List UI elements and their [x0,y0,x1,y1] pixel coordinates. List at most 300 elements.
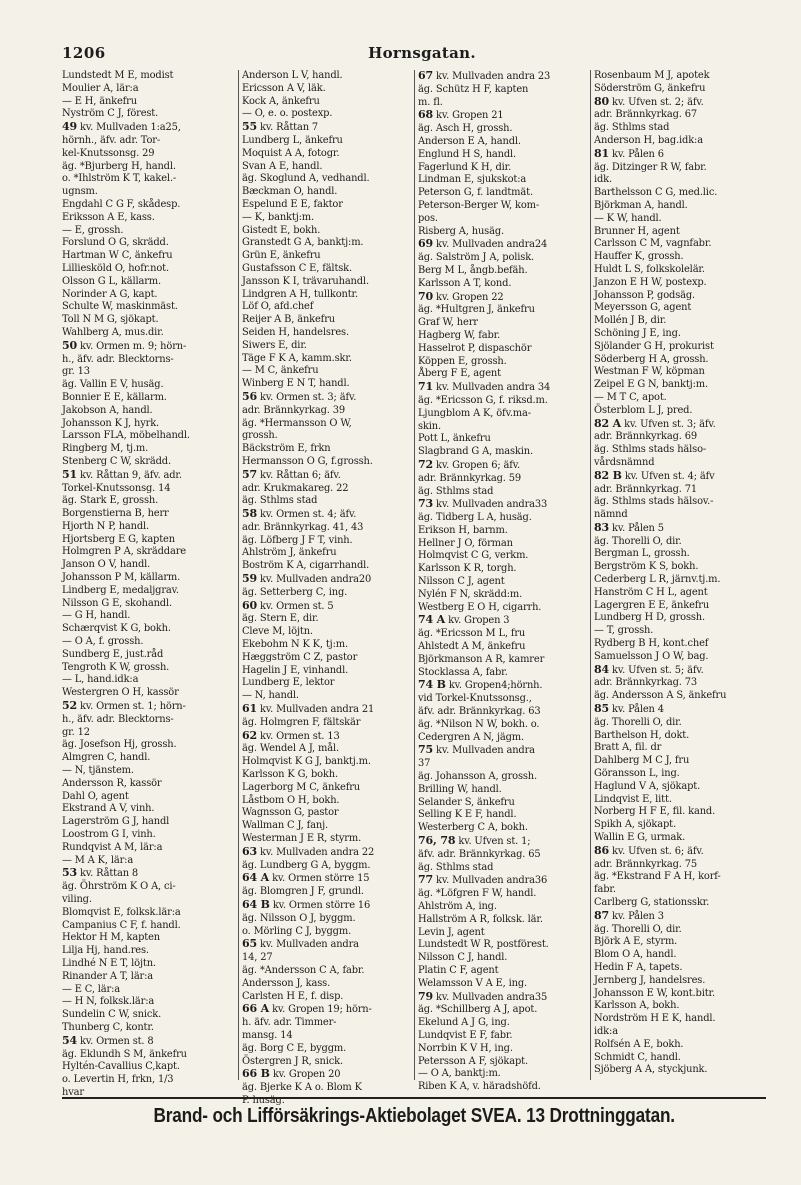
directory-entry: Toll N M G, sjökapt. [62,314,159,326]
directory-entry: Karlsson A T, kond. [418,277,512,289]
directory-entry: Söderström G, änkefru [594,82,706,94]
directory-entry: 69 kv. Mullvaden andra24 [418,237,548,251]
directory-entry: Reijer A B, änkefru [242,314,335,326]
directory-entry: 73 kv. Mullvaden andra33 [418,497,548,511]
directory-entry: adr. Brännkyrkag. 73 [594,677,698,689]
directory-entry: o. Levertin H, frkn, 1/3 [62,1074,174,1086]
directory-entry: — T, grossh. [594,625,654,637]
block-number: 64 B [242,898,270,911]
directory-entry: 67 kv. Mullvaden andra 23 [418,69,551,82]
directory-entry: viling. [62,894,92,905]
directory-entry: — E C, lär:a [62,983,121,995]
directory-entry: 76, 78 kv. Ufven st. 1; [418,834,531,848]
directory-entry: adr. Brännkyrkag. 39 [242,404,346,416]
directory-entry: Gustafsson C E, fältsk. [242,262,352,274]
directory-entry: kel-Knutssonsg. 29 [62,147,155,159]
block-number: 67 [418,69,434,82]
directory-entry: Bonnier E E, källarm. [62,391,167,403]
directory-entry: Westman F W, köpman [594,366,705,378]
directory-entry: Täge F K A, kamm.skr. [242,352,352,364]
directory-entry: fabr. [594,884,616,896]
directory-entry: Huldt L S, folkskolelär. [594,263,705,275]
directory-entry: Siwers E, dir. [242,339,307,351]
block-number: 82 B [594,468,622,482]
directory-entry: — K, banktj:m. [242,211,314,223]
directory-entry: äg. *Ericsson M L, fru [418,628,526,640]
directory-entry: Moulier A, lär:a [62,82,139,94]
directory-entry: — G H, handl. [62,610,131,622]
directory-entry: Karlsson K G, bokh. [242,769,338,781]
directory-entry: 71 kv. Mullvaden andra 34 [418,380,551,394]
directory-entry: — M T C, apot. [594,391,667,403]
directory-entry: äg. Lundberg G A, byggm. [242,859,371,871]
directory-entry: Hasselrot P, dispaschör [418,342,532,354]
directory-entry: Cleve M, löjtn. [242,626,313,638]
block-number: 80 [594,94,610,108]
directory-entry: Bæckman O, handl. [242,186,338,198]
directory-entry: Graf W, herr [418,317,478,329]
block-number: 68 [418,108,434,122]
directory-entry: Norinder A G, kapt. [62,288,158,300]
directory-entry: m. fl. [418,96,443,108]
directory-entry: Bratt A, fil. dr [594,742,662,754]
directory-entry: äg. Setterberg C, ing. [242,586,348,598]
directory-entry: Selander S, änkefru [418,796,515,808]
directory-entry: adr. Brännkyrkag. 75 [594,858,698,870]
block-number: 74 A [418,613,446,627]
directory-entry: äg. Vallin E V, husäg. [62,379,164,391]
block-number: 62 [242,728,258,742]
directory-entry: Janson O V, handl. [62,559,151,571]
directory-entry: Hanström C H L, agent [594,586,708,598]
directory-entry: — O, e. o. postexp. [242,108,333,120]
directory-entry: Karlsson A, bokh. [594,1000,680,1012]
directory-entry: Låstbom O H, bokh. [242,794,340,806]
directory-entry: Ekelund A J G, ing. [418,1017,510,1029]
directory-entry: Sjöberg A A, styckjunk. [594,1064,708,1076]
directory-entry: Jansson K I, trävaruhandl. [242,275,369,287]
directory-entry: äg. Sthlms stad [242,495,318,507]
directory-entry: Slagbrand G A, maskin. [418,446,533,458]
directory-entry: Lundstedt M E, modist [62,70,174,81]
directory-entry: adr. Brännkyrkag. 67 [594,109,698,121]
directory-entry: Hjorth N P, handl. [62,520,150,532]
block-number: 72 [418,457,434,471]
block-number: 50 [62,338,78,352]
block-number: 51 [62,467,78,481]
directory-entry: Bäckström E, frkn [242,443,331,455]
directory-entry: vid Torkel-Knutssonsg., [418,693,532,705]
directory-entry: 55 kv. Råttan 7 [242,120,319,134]
directory-entry: Ekebohm N K K, tj:m. [242,639,348,651]
block-number: 56 [242,389,258,403]
directory-entry: 52 kv. Ormen st. 1; hörn- [62,699,186,713]
directory-entry: 61 kv. Mullvaden andra 21 [242,702,375,716]
directory-entry: — O A, f. grossh. [62,636,144,648]
directory-entry: äg. *Löfgren F W, handl. [418,888,537,900]
directory-entry: 57 kv. Råttan 6; äfv. [242,467,341,481]
directory-entry: Göransson L, ing. [594,768,680,780]
block-number: 71 [418,380,434,394]
directory-entry: Ekstrand A V, vinh. [62,803,155,815]
directory-entry: äg. *Schillberg A J, apot. [418,1004,538,1016]
directory-entry: Cedergren A N, jägm. [418,731,525,743]
directory-entry: äg. *Hultgren J, änkefru [418,304,535,316]
directory-entry: äg. Stern E, dir. [242,613,319,625]
directory-entry: 50 kv. Ormen m. 9; hörn- [62,338,187,352]
directory-entry: Hellner J O, förman [418,537,513,549]
directory-entry: 79 kv. Mullvaden andra35 [418,989,548,1003]
directory-entry: 75 kv. Mullvaden andra [418,743,535,757]
directory-entry: Lagergren E E, änkefru [594,599,710,611]
directory-entry: h., äfv. adr. Blecktorns- [62,713,174,725]
advertisement-text: Brand- och Lifförsäkrings-Aktiebolaget SVEA. 13 Drottninggatan. [153,1104,675,1127]
directory-entry: Lundberg E, lektor [242,677,335,689]
directory-entry: — E H, änkefru [62,95,137,107]
directory-entry: h., äfv. adr. Blecktorns- [62,353,174,365]
directory-entry: Westerberg C A, bokh. [418,822,528,834]
directory-entry: Carlsson C M, vagnfabr. [594,238,712,250]
directory-entry: Hagelin J E, vinhandl. [242,664,349,676]
directory-entry: Rundqvist A M, lär:a [62,841,163,853]
directory-entry: Lilliesköld O, hofr.not. [62,262,169,274]
block-number: 61 [242,702,258,716]
directory-entry: Rinander A T, lär:a [62,970,154,982]
block-number: 75 [418,743,434,757]
block-number: 85 [594,702,610,716]
directory-entry: Haglund V A, sjökapt. [594,780,701,792]
block-number: 63 [242,844,258,858]
directory-entry: — M C, änkefru [242,365,319,377]
directory-entry: Nilsson G E, skohandl. [62,597,172,609]
directory-entry: vårdsnämnd [594,456,655,468]
directory-entry: Ahlstedt A M, änkefru [418,641,526,653]
directory-entry: äg. Löfberg J F T, vinh. [242,534,353,546]
directory-entry: äg. Ditzinger R W, fabr. [594,161,707,173]
column-1 [62,70,238,1098]
directory-entry: Österblom L J, pred. [594,404,693,416]
block-number: 65 [242,937,258,951]
directory-entry: — N, tjänstem. [62,765,134,777]
directory-entry: äfv. adr. Brännkyrkag. 63 [418,706,541,718]
directory-entry: Hermansson O G, f.grossh. [242,455,373,467]
directory-entry: äg. Skoglund A, vedhandl. [242,173,370,185]
directory-entry: Lagerström G J, handl [62,816,170,828]
directory-entry: Björkman A, handl. [594,199,688,211]
directory-entry: Rolfsén A E, bokh. [594,1038,684,1050]
block-number: 70 [418,289,434,303]
directory-entry: Wallin E G, urmak. [594,832,686,844]
directory-entry: Granstedt G A, banktj:m. [242,237,364,249]
directory-entry: Wagnsson G, pastor [242,807,339,819]
directory-entry: Lindman E, sjukskot:a [418,174,527,186]
directory-entry: Anderson H, bag.idk:a [594,134,703,146]
directory-entry: Hektor H M, kapten [62,932,161,944]
directory-entry: Hauffer K, grossh. [594,251,684,263]
directory-entry: Lindqvist E, litt. [594,793,672,805]
block-number: 54 [62,1033,78,1047]
directory-entry: Rosenbaum M J, apotek [594,70,710,81]
directory-entry: äg. Bjerke K A o. Blom K [242,1082,362,1094]
directory-entry: 53 kv. Råttan 8 [62,866,139,880]
directory-entry: Hjortsberg E G, kapten [62,533,175,545]
directory-entry: 86 kv. Ufven st. 6; äfv. [594,843,704,857]
directory-entry: 65 kv. Mullvaden andra [242,937,359,951]
directory-entry: Winberg E N T, handl. [242,378,350,390]
block-number: 59 [242,572,258,586]
block-number: 58 [242,507,258,521]
directory-entry: Köppen E, grossh. [418,355,507,367]
directory-entry: Lagerborg M C, änkefru [242,781,361,793]
running-title: Hornsgatan. [368,44,476,62]
directory-entry: äg. Sthlms stad [418,861,494,873]
directory-columns [62,69,766,1106]
directory-entry: Berg M L, ångb.befäh. [418,264,528,276]
directory-entry: äg. Sthlms stads hälso- [594,444,707,456]
directory-entry: äg. *Ekstrand F A H, korf- [594,871,721,883]
directory-entry: Hedin F A, tapets. [594,961,683,973]
directory-entry: äg. *Hermansson O W, [242,417,352,429]
directory-entry: Olsson G L, källarm. [62,275,161,287]
directory-entry: 87 kv. Pålen 3 [594,908,664,922]
directory-entry: Wallman C J, fanj. [242,820,328,832]
directory-entry: nämnd [594,509,628,521]
directory-entry: Holmgren P A, skräddare [62,546,186,558]
directory-entry: äg. Asch H, grossh. [418,123,513,135]
directory-entry: Sundelin C W, snick. [62,1009,162,1021]
directory-entry: äg. Nilsson O J, byggm. [242,912,356,924]
directory-entry: Peterson G, f. landtmät. [418,187,533,199]
directory-entry: Ahlström J, änkefru [242,547,337,559]
column-2 [238,70,414,1106]
directory-entry: Johansson P, godsäg. [594,289,696,301]
directory-entry: Svan A E, handl. [242,160,323,172]
directory-entry: 54 kv. Ormen st. 8 [62,1033,154,1047]
directory-entry: äg. Sthlms stad [418,485,494,497]
directory-entry: Andersson J, kass. [242,977,331,989]
directory-entry: Petersson A F, sjökapt. [418,1055,528,1067]
block-number: 86 [594,843,610,857]
block-number: 82 A [594,416,622,430]
directory-entry: Björkmanson A R, kamrer [418,653,545,665]
directory-entry: 66 B kv. Gropen 20 [242,1067,341,1081]
directory-entry: skin. [418,420,441,432]
directory-entry: 66 A kv. Gropen 19; hörn- [242,1002,372,1016]
directory-entry: 81 kv. Pålen 6 [594,146,664,160]
directory-entry: Hallström A R, folksk. lär. [418,913,543,925]
directory-entry: Riben K A, v. häradshöfd. [418,1081,541,1093]
directory-entry: Östergren J R, snick. [242,1055,343,1067]
directory-entry: 74 B kv. Gropen4;hörnh. [418,678,543,692]
directory-entry: Karlsson K R, torgh. [418,563,517,575]
directory-entry: Holmqvist K G J, banktj.m. [242,756,371,768]
directory-entry: 64 B kv. Ormen större 16 [242,898,371,911]
directory-entry: Larsson FLA, möbelhandl. [62,430,190,442]
directory-entry: äg. Thorelli O, dir. [594,535,682,547]
directory-entry: äg. Thorelli O, dir. [594,923,682,935]
directory-entry: idk:a [594,1025,618,1037]
footer-advertisement [62,1094,766,1133]
directory-entry: hvar [62,1086,84,1098]
directory-entry: Tengroth K W, grossh. [62,661,170,673]
directory-entry: Meyersson G, agent [594,302,692,314]
directory-entry: Björk A E, styrm. [594,936,678,948]
block-number: 87 [594,908,610,922]
directory-entry: Forslund O G, skrädd. [62,237,169,249]
directory-entry: 82 B kv. Ufven st. 4; äfv [594,468,715,482]
directory-entry: — K W, handl. [594,212,662,224]
directory-entry: äg. Josefson Hj, grossh. [62,739,177,751]
block-number: 84 [594,662,610,676]
directory-entry: Selling K E F, handl. [418,809,517,821]
directory-entry: Sundberg E, just.råd [62,648,164,660]
directory-entry: äfv. adr. Brännkyrkag. 65 [418,848,541,860]
directory-entry: Blom O A, handl. [594,949,677,961]
directory-entry: Boström K A, cigarrhandl. [242,560,370,572]
directory-entry: Holmqvist C G, verkm. [418,550,529,562]
directory-entry: Lundstedt W R, postförest. [418,939,549,951]
directory-entry: Jernberg J, handelsres. [594,974,706,986]
directory-entry: Fagerlund K H, dir. [418,161,512,173]
directory-entry: Engdahl C G F, skådesp. [62,198,181,210]
directory-entry: Gistedt E, bokh. [242,224,321,236]
directory-entry: 49 kv. Mullvaden 1:a25, [62,120,181,134]
directory-entry: äg. Eklundh S M, änkefru [62,1048,187,1060]
directory-entry: 83 kv. Pålen 5 [594,520,664,534]
column-3 [414,69,590,1093]
directory-entry: äg. Thorelli O, dir. [594,716,682,728]
directory-entry: Kock A, änkefru [242,95,320,107]
directory-entry: Zeipel E G N, banktj:m. [594,379,708,391]
block-number: 64 A [242,871,270,885]
directory-entry: Seiden H, handelsres. [242,326,349,338]
directory-entry: äg. Andersson A S, änkefru [594,690,727,702]
directory-entry: Anderson L V, handl. [242,70,343,81]
block-number: 83 [594,520,610,534]
directory-entry: 60 kv. Ormen st. 5 [242,598,334,612]
directory-entry: Åberg F E, agent [418,368,501,380]
directory-entry: 82 A kv. Ufven st. 3; äfv. [594,416,716,430]
directory-entry: Stenberg C W, skrädd. [62,455,171,467]
directory-entry: h. äfv. adr. Timmer- [242,1017,337,1029]
directory-entry: Eriksson A E, kass. [62,211,155,223]
directory-entry: adr. Brännkyrkag. 69 [594,431,698,443]
directory-entry: äg. Holmgren F, fältskär [242,716,361,728]
directory-entry: 58 kv. Ormen st. 4; äfv. [242,507,357,521]
directory-entry: 51 kv. Råttan 9, äfv. adr. [62,467,182,481]
block-number: 73 [418,497,434,511]
directory-entry: Blomqvist E, folksk.lär:a [62,906,181,918]
directory-entry: Johansson E W, kont.bitr. [594,987,716,999]
directory-entry: gr. 13 [62,366,90,378]
directory-entry: Söderberg H A, grossh. [594,353,709,365]
directory-entry: Carlberg G, stationsskr. [594,897,710,908]
directory-entry: äg. Öhrström K O A, ci- [62,881,176,893]
directory-entry: Lindberg E, medaljgrav. [62,584,179,596]
directory-entry: 37 [418,758,431,770]
directory-entry: Loostrom G I, vinh. [62,829,156,841]
directory-entry: Westerman J E R, styrm. [242,833,362,845]
directory-entry: — O A, banktj:m. [418,1068,501,1080]
directory-entry: 56 kv. Ormen st. 3; äfv. [242,389,357,403]
directory-entry: äg. Blomgren J F, grundl. [242,886,364,898]
block-number: 69 [418,237,434,251]
directory-entry: Torkel-Knutssonsg. 14 [62,482,171,494]
directory-entry: Campanius C F, f. handl. [62,919,181,931]
directory-entry: idk. [594,174,613,186]
directory-entry: Risberg A, husäg. [418,225,505,237]
directory-entry: Lundberg H D, grossh. [594,612,706,624]
block-number: 52 [62,699,78,713]
directory-entry: Levin J, agent [418,926,485,938]
directory-entry: Nylén F N, skrädd:m. [418,588,523,600]
directory-entry: Grün E, änkefru [242,250,321,262]
directory-entry: äg. Tidberg L A, husäg. [418,512,532,524]
directory-entry: Spikh A, sjökapt. [594,819,676,831]
block-number: 60 [242,598,258,612]
directory-entry: Johansson P M, källarm. [62,572,181,584]
directory-entry: Thunberg C, kontr. [62,1021,154,1033]
directory-entry: 64 A kv. Ormen större 15 [242,871,370,885]
directory-entry: 77 kv. Mullvaden andra36 [418,873,548,887]
directory-entry: Bergström K S, bokh. [594,561,699,573]
directory-entry: adr. Brännkyrkag. 59 [418,472,522,484]
directory-entry: Lundqvist E F, fabr. [418,1029,513,1041]
directory-entry: Espelund E E, faktor [242,198,343,210]
directory-entry: Bergman L, grossh. [594,548,690,560]
directory-entry: Norrbin K V H, ing. [418,1042,513,1054]
directory-entry: adr. Brännkyrkag. 41, 43 [242,521,364,533]
directory-entry: hörnh., äfv. adr. Tor- [62,134,161,146]
directory-entry: Nilsson C J, agent [418,576,505,588]
directory-entry: Peterson-Berger W, kom- [418,199,540,211]
directory-entry: o. *Ihlström K T, kakel.- [62,173,177,185]
directory-entry: Janzon E H W, postexp. [594,276,707,288]
directory-entry: äg. *Ericsson G, f. riksd.m. [418,394,548,406]
directory-entry: Almgren C, handl. [62,752,151,764]
directory-entry: 59 kv. Mullvaden andra20 [242,572,372,586]
directory-entry: 80 kv. Ufven st. 2; äfv. [594,94,704,108]
directory-entry: Dahl O, agent [62,790,129,802]
directory-entry: Westberg E O H, cigarrh. [418,601,542,613]
directory-entry: Ringberg M, tj.m. [62,443,149,455]
directory-entry: gr. 12 [62,726,90,738]
column-4 [590,70,766,1080]
directory-entry: — E, grossh. [62,224,124,236]
directory-entry: äg. Sthlms stads hälsov.- [594,496,714,508]
directory-entry: äg. Borg C E, byggm. [242,1042,347,1054]
directory-entry: 62 kv. Ormen st. 13 [242,728,340,742]
page-number: 1206 [62,44,106,62]
directory-entry: Carlsten H E, f. disp. [242,990,344,1002]
directory-entry: Ahlström A, ing. [418,901,497,912]
directory-entry: Norberg H F E, fil. kand. [594,806,716,818]
directory-entry: grossh. [242,430,278,442]
page-header [62,44,762,66]
directory-entry: — N, handl. [242,690,299,702]
directory-entry: Brilling W, handl. [418,783,502,795]
directory-entry: Pott L, änkefru [418,433,491,445]
directory-entry: adr. Krukmakareg. 22 [242,482,349,494]
directory-entry: 70 kv. Gropen 22 [418,289,504,303]
directory-entry: Cederberg L R, järnv.tj.m. [594,574,721,586]
directory-entry: Ericsson A V, läk. [242,82,326,94]
directory-entry: Platin C F, agent [418,964,499,976]
directory-entry: Nyström C J, förest. [62,108,159,120]
directory-entry: Hagberg W, fabr. [418,329,501,341]
directory-entry: äg. Schütz H F, kapten [418,83,529,95]
directory-entry: Englund H S, handl. [418,148,517,160]
